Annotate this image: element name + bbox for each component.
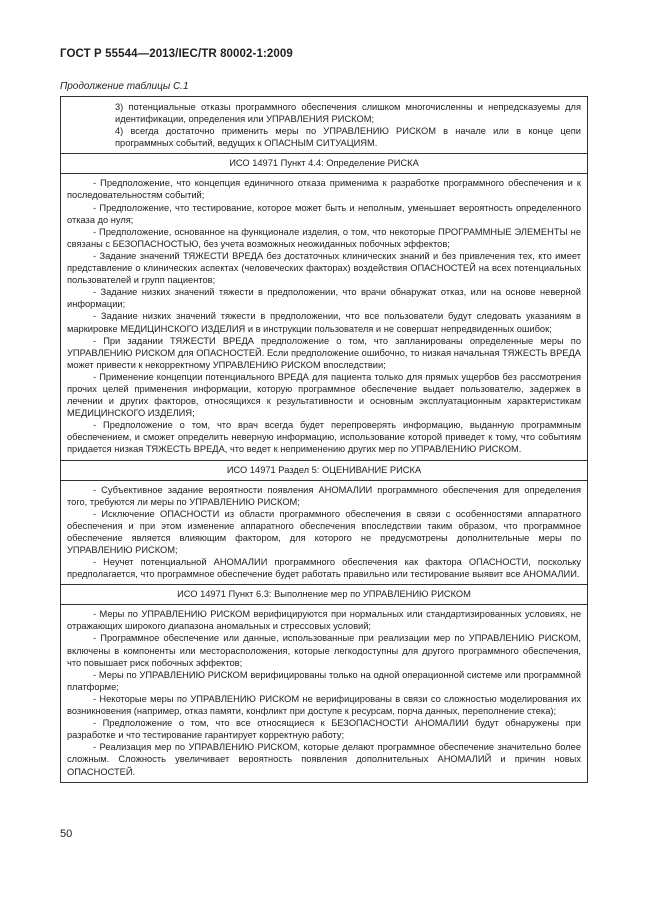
list-item: - Реализация мер по УПРАВЛЕНИЮ РИСКОМ, которые делают программное обеспечение значительно более сложным. Сложность увеличивает вероятность появления дополнительных АНОМАЛИЙ и причин новых ОПАСНОСТЕЙ. (67, 742, 581, 777)
list-item: - При задании ТЯЖЕСТИ ВРЕДА предположение о том, что запланированы определенные меры по УПРАВЛЕНИЮ РИСКОМ для ОПАСНОСТЕЙ. Если предположение ошибочно, то низкая начальная ТЯЖЕСТЬ ВРЕДА может привести к некорректному УПРАВЛЕНИЮ РИСКОМ впоследствии; (67, 335, 581, 370)
intro-item: 3) потенциальные отказы программного обеспечения слишком многочисленны и непредсказуемы для идентификации, определения или УПРАВЛЕНИЯ РИСКОМ; (115, 102, 581, 125)
table-c1 (60, 96, 588, 783)
list-item: - Задание значений ТЯЖЕСТИ ВРЕДА без достаточных клинических знаний и без привлечения тех, кто имеет представление о клинических аспектах (человеческих факторах) воздействия ОПАСНОСТЕЙ на всех потенциальных пользователей и групп пациентов; (67, 250, 581, 286)
list-item: - Предположение, основанное на функционале изделия, о том, что некоторые ПРОГРАММНЫЕ ЭЛЕМЕНТЫ не связаны с БЕЗОПАСНОСТЬЮ, без учета возможных неожиданных побочных эффектов; (67, 226, 581, 249)
list-item: - Меры по УПРАВЛЕНИЮ РИСКОМ верифицируются при нормальных или стандартизированных условиях, не отражающих широкого диапазона аномальных и стрессовых условий; (67, 609, 581, 632)
list-item: - Меры по УПРАВЛЕНИЮ РИСКОМ верифицированы только на одной операционной системе или программной платформе; (67, 669, 581, 692)
section-risk-evaluation (61, 460, 587, 585)
section-risk-control (61, 584, 587, 781)
list-item: - Некоторые меры по УПРАВЛЕНИЮ РИСКОМ не верифицированы в связи со сложностью моделирования их возникновения (например, отказ памяти, конфликт при доступе к ресурсам, порча данных, переполнение стека); (67, 693, 581, 717)
intro-item: 4) всегда достаточно применить меры по УПРАВЛЕНИЮ РИСКОМ в начале или в конце цепи программных событий, ведущих к ОПАСНЫМ СИТУАЦИЯМ. (115, 126, 581, 149)
list-item: - Предположение, что концепция единичного отказа применима к разработке программного обеспечения и к последовательностям событий; (67, 178, 581, 201)
list-item: - Предположение о том, что врач всегда будет перепроверять информацию, выданную программным обеспечением, и сможет определить неверную информацию, использование которой приведет к тому, что событиям придается низкая ТЯЖЕСТЬ ВРЕДА, что ведет к неприменению других мер по УПРАВЛЕНИЮ РИСКОМ. (67, 420, 581, 455)
section-risk-definition (61, 153, 587, 459)
list-item: - Субъективное задание вероятности появления АНОМАЛИИ программного обеспечения для определения того, требуются ли меры по УПРАВЛЕНИЮ РИСКОМ; (67, 484, 581, 507)
page-number: 50 (60, 828, 73, 840)
section-title: ИСО 14971 Раздел 5: ОЦЕНИВАНИЕ РИСКА (61, 461, 587, 481)
table-intro-section (61, 97, 587, 153)
list-item: - Предположение о том, что все относящиеся к БЕЗОПАСНОСТИ АНОМАЛИИ будут обнаружены при разработке и что тестирование гарантирует корректную работу; (67, 718, 581, 741)
list-item: - Задание низких значений тяжести в предположении, что врачи обнаружат отказ, или на основе неверной информации; (67, 287, 581, 310)
list-item: - Исключение ОПАСНОСТИ из области программного обеспечения в связи с особенностями аппаратного обеспечения и при этом изменение аппаратного обеспечения впоследствии таким образом, что программное обеспечение является влияющим фактором, для которого не предусмотрены дополнительные меры по УПРАВЛЕНИЮ РИСКОМ; (67, 508, 581, 555)
section-title: ИСО 14971 Пункт 4.4: Определение РИСКА (61, 154, 587, 174)
list-item: - Применение концепции потенциального ВРЕДА для пациента только для прямых ущербов без рассмотрения прочих целей применения информации, которую программное обеспечение выдает пользователю, задержек в лечении и других факторов, относящихся к результативности и основным эксплуатационным характеристикам МЕДИЦИНСКОГО ИЗДЕЛИЯ; (67, 371, 581, 419)
section-body (61, 481, 587, 585)
list-item: - Задание низких значений тяжести в предположении, что все пользователи будут следовать указаниям в маркировке МЕДИЦИНСКОГО ИЗДЕЛИЯ и в инструкции пользователя и не совершат непредвиденных ошибок; (67, 311, 581, 334)
section-body (61, 605, 587, 781)
document-header: ГОСТ Р 55544—2013/IEC/TR 80002-1:2009 (60, 48, 293, 60)
list-item: - Программное обеспечение или данные, использованные при реализации мер по УПРАВЛЕНИЮ РИСКОМ, включены в компоненты или месторасположения, которые легкодоступны для другого программного обеспечения, что повышает риск побочных эффектов; (67, 633, 581, 668)
section-body (61, 174, 587, 459)
list-item: - Неучет потенциальной АНОМАЛИИ программного обеспечения как фактора ОПАСНОСТИ, поскольку предполагается, что программное обеспечение будет работать правильно или тестирование выявит все АНОМАЛИИ. (67, 557, 581, 580)
table-continuation-label: Продолжение таблицы С.1 (60, 81, 189, 92)
section-title: ИСО 14971 Пункт 6.3: Выполнение мер по УПРАВЛЕНИЮ РИСКОМ (61, 585, 587, 605)
list-item: - Предположение, что тестирование, которое может быть и неполным, уменьшает вероятность определенного отказа до нуля; (67, 202, 581, 225)
